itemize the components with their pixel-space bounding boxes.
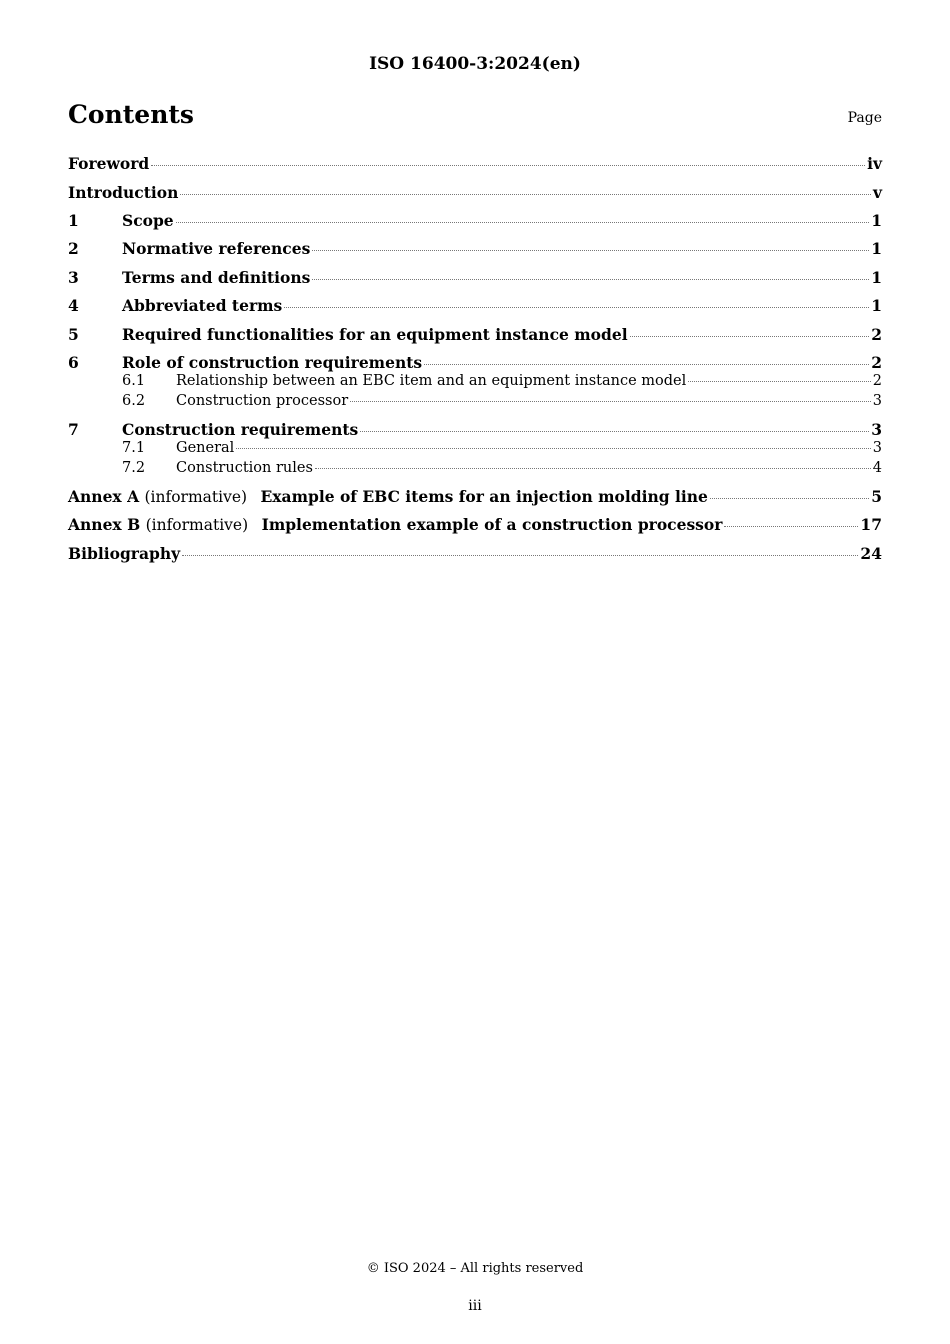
toc-entry-title: Abbreviated terms xyxy=(122,296,283,315)
annex-label: Annex A xyxy=(68,487,140,506)
toc-entry-number: 5 xyxy=(68,325,79,344)
dot-leader xyxy=(236,447,870,449)
dot-leader xyxy=(312,278,869,280)
toc-entry-number: 6.2 xyxy=(122,393,146,409)
toc-entry-relationship-ebc-item[interactable] xyxy=(122,373,882,389)
toc-entry-page: 2 xyxy=(871,325,882,344)
toc-entry-page: 1 xyxy=(871,268,882,287)
dot-leader xyxy=(724,525,858,527)
dot-leader xyxy=(284,306,869,308)
toc-entry-title: Construction rules xyxy=(176,460,313,476)
toc-entry-annex-a[interactable] xyxy=(68,487,882,506)
toc-entry-number: 4 xyxy=(68,296,79,315)
toc-entry-page: 1 xyxy=(871,296,882,315)
toc-entry-abbreviated-terms[interactable] xyxy=(68,296,882,315)
toc-entry-page: 2 xyxy=(871,353,882,372)
dot-leader xyxy=(176,221,870,223)
annex-label: Annex B xyxy=(68,515,141,534)
toc-entry-page: 3 xyxy=(872,440,882,456)
toc-entry-terms-and-definitions[interactable] xyxy=(68,268,882,287)
document-id: ISO 16400-3:2024(en) xyxy=(369,54,581,74)
toc-entry-page: 24 xyxy=(860,544,882,563)
dot-leader xyxy=(710,497,869,499)
dot-leader xyxy=(151,164,865,166)
annex-type: (informative) xyxy=(144,488,248,506)
toc-entry-title: Construction requirements xyxy=(122,420,359,439)
toc-entry-scope[interactable] xyxy=(68,211,882,230)
toc-entry-title: Relationship between an EBC item and an equipment instance model xyxy=(176,373,687,389)
toc-entry-bibliography[interactable] xyxy=(68,544,882,563)
toc-entry-number: 3 xyxy=(68,268,79,287)
toc-entry-number: 6 xyxy=(68,353,79,372)
toc-entry-title: Role of construction requirements xyxy=(122,353,423,372)
page-number: iii xyxy=(468,1298,482,1314)
toc-entry-normative-references[interactable] xyxy=(68,239,882,258)
dot-leader xyxy=(688,380,871,382)
toc-entry-construction-processor[interactable] xyxy=(122,393,882,409)
dot-leader xyxy=(180,193,871,195)
dot-leader xyxy=(360,430,869,432)
toc-entry-number: 7.1 xyxy=(122,440,146,456)
page-column-label: Page xyxy=(847,110,882,126)
annex-title: Implementation example of a construction processor xyxy=(261,515,723,534)
dot-leader xyxy=(312,249,869,251)
copyright-notice: © ISO 2024 – All rights reserved xyxy=(366,1261,584,1276)
toc-entry-number: 7 xyxy=(68,420,79,439)
toc-entry-page: 3 xyxy=(871,420,882,439)
dot-leader xyxy=(350,400,871,402)
toc-entry-page: 17 xyxy=(860,515,882,534)
annex-title: Example of EBC items for an injection molding line xyxy=(260,487,708,506)
toc-entry-page: 5 xyxy=(871,487,882,506)
toc-entry-foreword[interactable] xyxy=(68,154,882,173)
toc-entry-page: 3 xyxy=(872,393,882,409)
toc-entry-annex-b[interactable] xyxy=(68,515,882,534)
toc-entry-title: Foreword xyxy=(68,154,150,173)
toc-entry-introduction[interactable] xyxy=(68,183,882,202)
dot-leader xyxy=(424,363,869,365)
dot-leader xyxy=(315,467,871,469)
toc-entry-number: 2 xyxy=(68,239,79,258)
toc-entry-title: General xyxy=(176,440,235,456)
annex-type: (informative) xyxy=(145,516,249,534)
toc-entry-page: v xyxy=(872,183,882,202)
toc-entry-title: Construction processor xyxy=(176,393,349,409)
toc-entry-role-of-construction-requirements[interactable] xyxy=(68,353,882,372)
toc-entry-number: 7.2 xyxy=(122,460,146,476)
toc-entry-title: Bibliography xyxy=(68,544,181,563)
dot-leader xyxy=(630,335,870,337)
toc-entry-page: 4 xyxy=(872,460,882,476)
toc-entry-title: Terms and definitions xyxy=(122,268,311,287)
toc-entry-construction-rules[interactable] xyxy=(122,460,882,476)
toc-entry-number: 6.1 xyxy=(122,373,146,389)
toc-entry-page: 1 xyxy=(871,211,882,230)
toc-entry-title xyxy=(68,515,722,534)
toc-entry-page: 1 xyxy=(871,239,882,258)
toc-entry-page: 2 xyxy=(872,373,882,389)
toc-entry-title: Introduction xyxy=(68,183,179,202)
toc-entry-title: Normative references xyxy=(122,239,311,258)
dot-leader xyxy=(182,554,858,556)
toc-entry-construction-requirements[interactable] xyxy=(68,420,882,439)
toc-entry-page: iv xyxy=(867,154,882,173)
contents-title: Contents xyxy=(68,100,195,129)
toc-entry-required-functionalities[interactable] xyxy=(68,325,882,344)
toc-entry-general[interactable] xyxy=(122,440,882,456)
toc-entry-title: Scope xyxy=(122,211,174,230)
toc-entry-title: Required functionalities for an equipment instance model xyxy=(122,325,628,344)
toc-entry-number: 1 xyxy=(68,211,79,230)
toc-entry-title xyxy=(68,487,708,506)
